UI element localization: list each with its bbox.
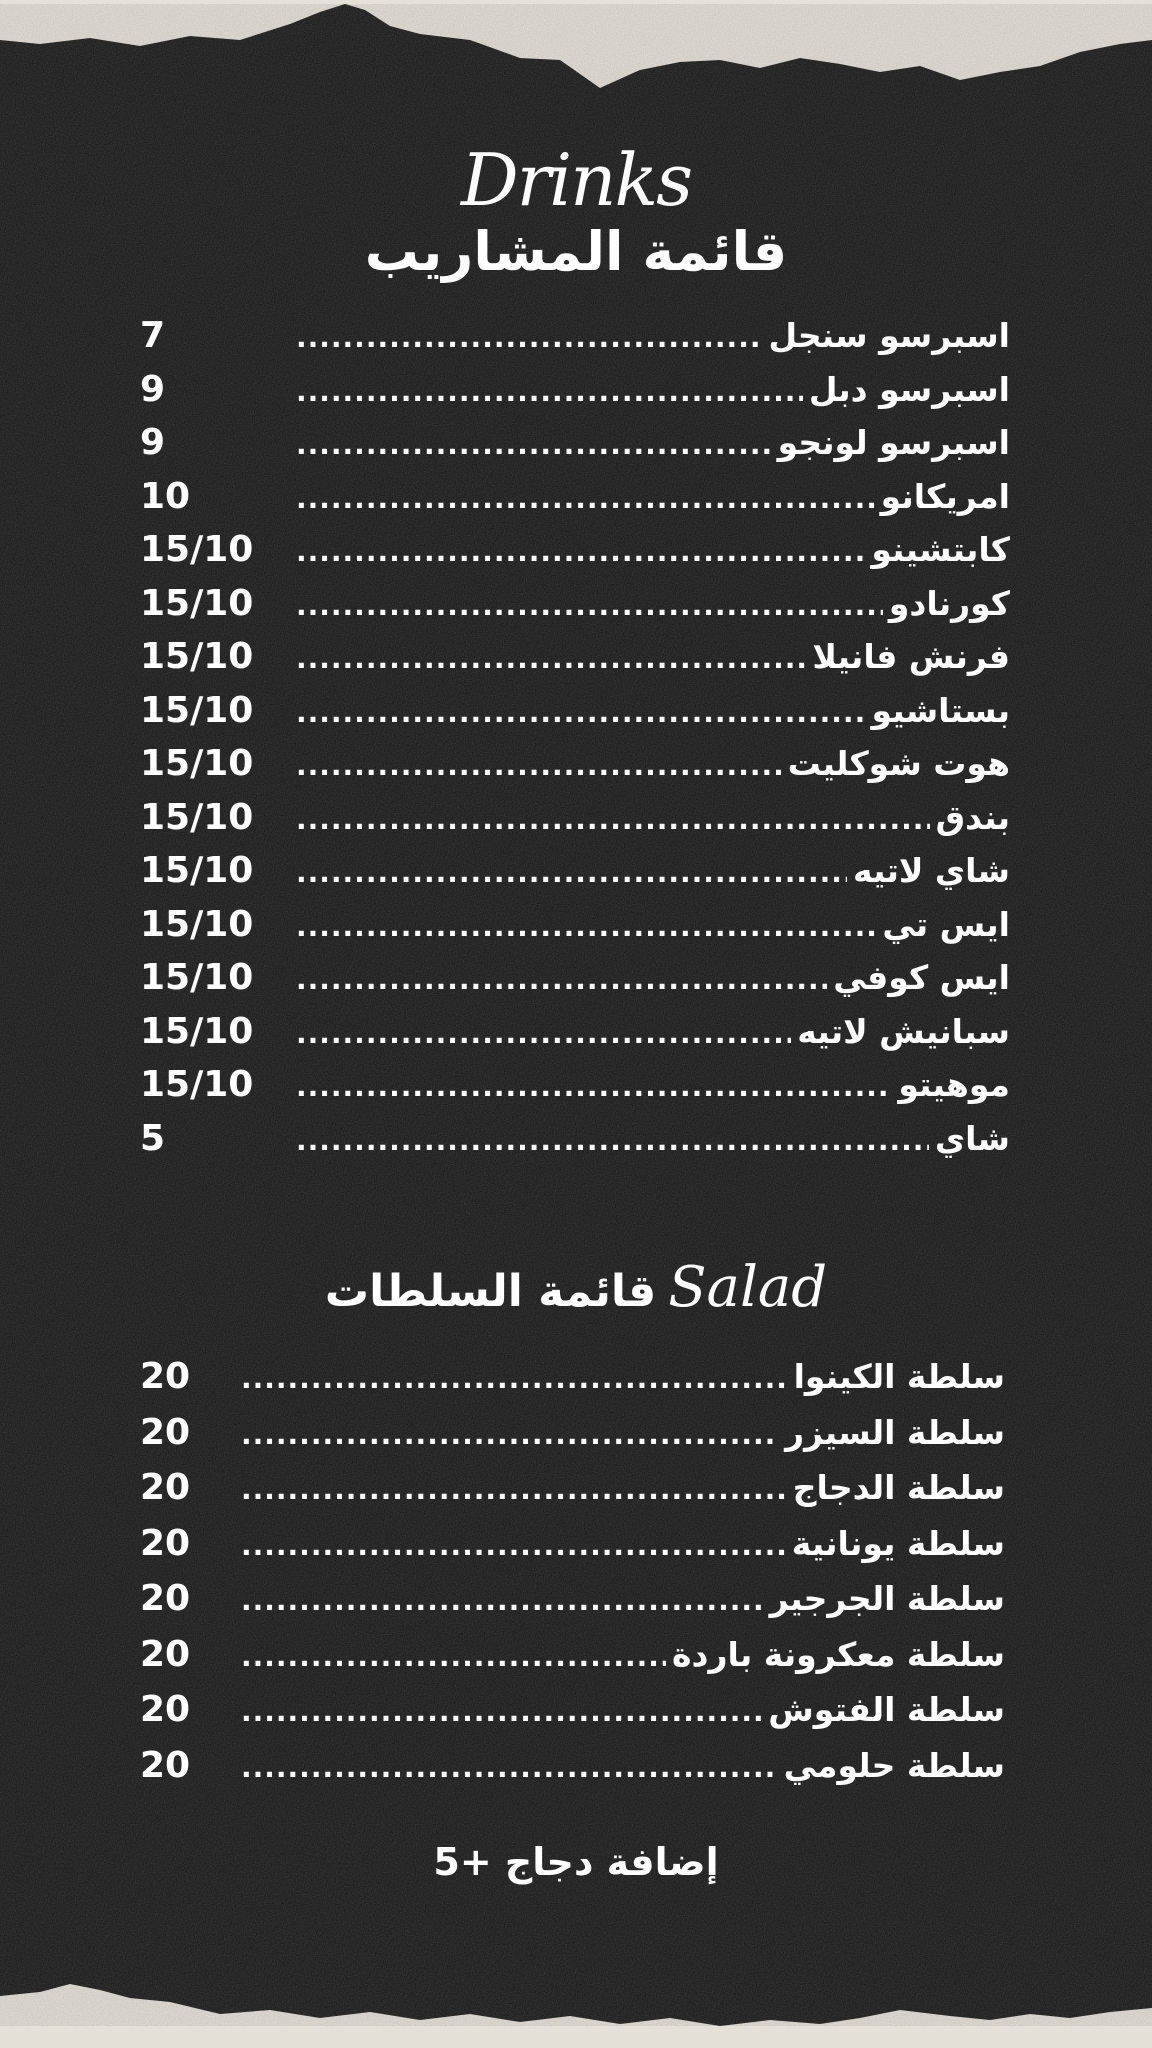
add-chicken-note: إضافة دجاج +5 — [433, 1840, 719, 1884]
dot-leader — [241, 1746, 778, 1790]
drinks-title: قائمة المشاريب — [364, 220, 788, 283]
dot-leader — [296, 584, 883, 628]
menu-item — [140, 314, 1010, 368]
item-price: 15/10 — [140, 903, 254, 945]
item-name: سلطة حلومي — [783, 1745, 1005, 1785]
item-name: موهيتو — [898, 1065, 1010, 1104]
dot-leader — [296, 370, 803, 414]
menu-item — [140, 582, 1010, 636]
item-price: 15/10 — [140, 529, 254, 570]
dot-leader — [296, 477, 875, 521]
dot-leader — [296, 1012, 791, 1056]
menu-item — [140, 903, 1010, 957]
item-name: فرنش فانيلا — [812, 637, 1010, 676]
salads-script-title: Salad — [668, 1255, 828, 1320]
dot-leader — [241, 1524, 786, 1568]
menu-item — [140, 1577, 1005, 1633]
item-price: 20 — [140, 1744, 191, 1786]
dot-leader — [296, 691, 866, 735]
dot-leader — [241, 1468, 787, 1512]
item-price: 20 — [140, 1522, 191, 1564]
item-price: 9 — [140, 368, 166, 410]
item-price: 10 — [140, 475, 191, 517]
menu-item — [140, 1522, 1005, 1578]
item-price: 20 — [140, 1633, 191, 1675]
item-price: 20 — [140, 1411, 191, 1453]
menu-item — [140, 1117, 1010, 1171]
menu-item — [140, 1466, 1005, 1522]
dot-leader — [241, 1690, 762, 1734]
item-price: 15/10 — [140, 1010, 254, 1052]
item-name: شاي — [934, 1118, 1010, 1158]
menu-item — [140, 1744, 1005, 1800]
menu-item — [140, 1633, 1005, 1689]
item-price: 9 — [140, 422, 166, 463]
item-name: ايس كوفي — [833, 958, 1010, 997]
menu-item — [140, 635, 1010, 689]
item-price: 5 — [140, 1117, 166, 1159]
item-name: سبانيش لاتيه — [797, 1011, 1010, 1051]
dot-leader — [296, 637, 806, 681]
menu-item — [140, 1411, 1005, 1467]
dot-leader — [241, 1579, 764, 1623]
salads-title: قائمة السلطات — [324, 1266, 657, 1317]
dot-leader — [241, 1413, 779, 1457]
dot-leader — [296, 905, 876, 949]
menu-item — [140, 796, 1010, 850]
salads-heading — [0, 1255, 1152, 1320]
item-price: 20 — [140, 1578, 191, 1619]
dot-leader — [296, 1065, 892, 1109]
menu-item — [140, 1063, 1010, 1117]
item-name: ايس تي — [882, 904, 1010, 944]
item-name: سلطة معكرونة باردة — [672, 1634, 1005, 1674]
dot-leader — [296, 744, 782, 788]
item-price: 15/10 — [140, 689, 254, 731]
item-price: 15/10 — [140, 582, 254, 624]
item-name: بستاشيو — [871, 690, 1010, 730]
item-price: 15/10 — [140, 1064, 254, 1105]
drinks-script-title: Drinks — [460, 138, 692, 222]
dot-leader — [296, 958, 827, 1002]
item-price: 15/10 — [140, 957, 254, 998]
item-name: سلطة الجرجير — [769, 1579, 1005, 1618]
dot-leader — [296, 1119, 929, 1163]
item-name: سلطة السيزر — [785, 1412, 1005, 1452]
item-price: 7 — [140, 315, 166, 356]
item-price: 20 — [140, 1689, 191, 1730]
item-name: شاي لاتيه — [852, 851, 1010, 890]
item-price: 20 — [140, 1356, 191, 1397]
item-price: 15/10 — [140, 796, 254, 838]
dot-leader — [241, 1635, 666, 1679]
item-name: اسبرسو دبل — [808, 369, 1010, 409]
item-price: 15/10 — [140, 743, 254, 784]
dot-leader — [296, 423, 772, 467]
menu-item — [140, 956, 1010, 1010]
menu-item — [140, 368, 1010, 422]
menu-item — [140, 689, 1010, 743]
menu-item — [140, 421, 1010, 475]
item-name: سلطة يونانية — [791, 1523, 1005, 1563]
menu-item — [140, 1010, 1010, 1064]
item-name: اسبرسو لونجو — [777, 423, 1010, 462]
item-name: اسبرسو سنجل — [768, 316, 1010, 355]
item-name: كابتشينو — [871, 530, 1010, 569]
dot-leader — [296, 530, 865, 574]
item-name: هوت شوكليت — [787, 744, 1010, 783]
item-price: 15/10 — [140, 850, 254, 891]
item-price: 20 — [140, 1467, 191, 1508]
dot-leader — [296, 851, 847, 895]
item-name: سلطة الفتوش — [768, 1690, 1005, 1729]
menu-item — [140, 528, 1010, 582]
menu-item — [140, 1688, 1005, 1744]
menu-item — [140, 742, 1010, 796]
item-name: سلطة الكينوا — [793, 1357, 1005, 1396]
menu-item — [140, 849, 1010, 903]
dot-leader — [296, 798, 930, 842]
item-price: 15/10 — [140, 636, 254, 677]
dot-leader — [241, 1357, 788, 1401]
item-name: بندق — [935, 797, 1010, 837]
dot-leader — [296, 316, 762, 360]
item-name: كورنادو — [888, 583, 1010, 623]
menu-item — [140, 1355, 1005, 1411]
item-name: سلطة الدجاج — [792, 1468, 1005, 1507]
menu-item — [140, 475, 1010, 529]
item-name: امريكانو — [880, 476, 1010, 516]
